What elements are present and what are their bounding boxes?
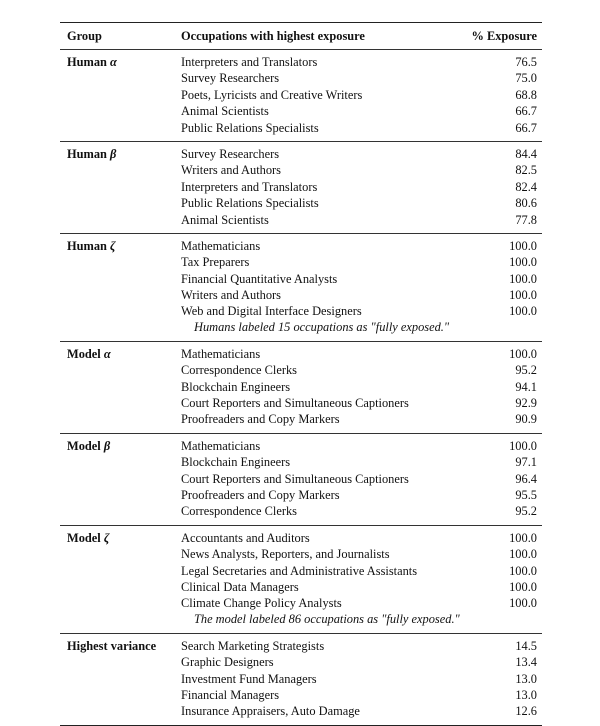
occupation-cell: Climate Change Policy Analysts [181, 596, 342, 611]
table-row [174, 487, 542, 503]
group-label: Human [67, 55, 107, 69]
occupation-cell: Clinical Data Managers [181, 579, 299, 594]
exposure-cell: 82.4 [515, 179, 537, 194]
exposure-cell: 100.0 [509, 547, 537, 562]
occupation-cell: News Analysts, Reporters, and Journalists [181, 547, 390, 562]
occupation-cell: Public Relations Specialists [181, 120, 319, 135]
table-row [174, 87, 542, 103]
occupation-cell: Public Relations Specialists [181, 196, 319, 211]
group-name [60, 438, 174, 520]
exposure-cell: 80.6 [515, 196, 537, 211]
occupation-cell: Correspondence Clerks [181, 363, 297, 378]
exposure-cell: 100.0 [509, 530, 537, 545]
occupation-cell: Blockchain Engineers [181, 455, 291, 470]
group-name [60, 638, 174, 720]
occupation-cell: Writers and Authors [181, 288, 281, 303]
table-row [174, 654, 542, 670]
group-name [60, 346, 174, 428]
table-row [174, 546, 542, 562]
exposure-cell: 92.9 [515, 396, 537, 411]
exposure-cell: 96.4 [515, 471, 537, 486]
exposure-cell: 100.0 [509, 563, 537, 578]
occupation-cell: Survey Researchers [181, 71, 280, 86]
table-row [174, 703, 542, 719]
table-group [60, 50, 542, 141]
exposure-cell: 90.9 [515, 412, 537, 427]
exposure-table [60, 22, 542, 726]
exposure-cell: 100.0 [509, 271, 537, 286]
table-row [174, 120, 542, 136]
table-row [174, 162, 542, 178]
table-body [60, 49, 542, 726]
header-exposure: % Exposure [471, 28, 537, 43]
table-row [174, 395, 542, 411]
occupation-cell: Investment Fund Managers [181, 671, 317, 686]
exposure-cell: 77.8 [515, 212, 537, 227]
table-row [174, 671, 542, 687]
group-name [60, 146, 174, 228]
exposure-cell: 95.2 [515, 363, 537, 378]
occupation-cell: Mathematicians [181, 438, 261, 453]
occupation-cell: Web and Digital Interface Designers [181, 304, 362, 319]
group-name [60, 530, 174, 628]
table-row [174, 254, 542, 270]
group-symbol: ζ [110, 238, 116, 253]
group-label: Model [67, 438, 101, 453]
table-row [174, 212, 542, 228]
group-symbol: α [103, 346, 111, 361]
exposure-cell: 75.0 [515, 71, 537, 86]
group-symbol: β [110, 146, 117, 161]
occupation-cell: Animal Scientists [181, 104, 269, 119]
occupation-cell: Poets, Lyricists and Creative Writers [181, 87, 363, 102]
exposure-cell: 100.0 [509, 579, 537, 594]
exposure-cell: 13.4 [515, 655, 537, 670]
occupation-cell: Insurance Appraisers, Auto Damage [181, 704, 360, 719]
occupation-cell: Graphic Designers [181, 655, 274, 670]
table-row [174, 70, 542, 86]
occupation-cell: Survey Researchers [181, 146, 280, 161]
exposure-cell: 100.0 [509, 238, 537, 253]
group-label: Model [67, 530, 101, 545]
exposure-cell: 12.6 [515, 704, 537, 719]
exposure-cell: 100.0 [509, 596, 537, 611]
occupation-cell: Legal Secretaries and Administrative Assistants [181, 563, 418, 578]
occupation-cell: Financial Managers [181, 687, 280, 702]
group-label: Highest variance [67, 638, 157, 653]
table-row [174, 595, 542, 611]
table-row [174, 346, 542, 362]
table-row [174, 54, 542, 70]
exposure-cell: 13.0 [515, 671, 537, 686]
header-group: Group [67, 28, 102, 43]
table-row [174, 271, 542, 287]
table-row [174, 471, 542, 487]
exposure-cell: 100.0 [509, 255, 537, 270]
exposure-cell: 82.5 [515, 163, 537, 178]
table-header [60, 23, 542, 49]
table-row [174, 503, 542, 519]
exposure-cell: 14.5 [515, 638, 537, 653]
group-name [60, 238, 174, 336]
table-row [174, 362, 542, 378]
exposure-cell: 95.2 [515, 504, 537, 519]
table-row [174, 179, 542, 195]
occupation-cell: Mathematicians [181, 238, 261, 253]
occupation-cell: Mathematicians [181, 346, 261, 361]
group-symbol: ζ [103, 530, 110, 545]
exposure-cell: 94.1 [515, 379, 537, 394]
exposure-cell: 100.0 [509, 288, 537, 303]
table-row [174, 195, 542, 211]
occupation-cell: Court Reporters and Simultaneous Captioners [181, 396, 409, 411]
table-row [174, 579, 542, 595]
table-row [174, 238, 542, 254]
table-group [60, 234, 542, 341]
group-symbol: α [110, 55, 117, 69]
table-row [174, 146, 542, 162]
group-label: Model [67, 346, 101, 361]
table-row [174, 638, 542, 654]
occupation-cell: Animal Scientists [181, 212, 269, 227]
group-name [60, 54, 174, 136]
exposure-cell: 66.7 [515, 120, 537, 135]
table-row [174, 530, 542, 546]
table-group [60, 434, 542, 525]
occupation-cell: Interpreters and Translators [181, 179, 318, 194]
exposure-cell: 76.5 [515, 55, 537, 69]
exposure-cell: 100.0 [509, 438, 537, 453]
group-label: Human [67, 238, 107, 253]
table-row [174, 454, 542, 470]
occupation-cell: Search Marketing Strategists [181, 638, 325, 653]
table-row [174, 379, 542, 395]
table-group [60, 634, 542, 725]
occupation-cell: Tax Preparers [181, 255, 250, 270]
exposure-cell: 100.0 [509, 346, 537, 361]
occupation-cell: Interpreters and Translators [181, 55, 318, 69]
table-row [174, 287, 542, 303]
exposure-cell: 84.4 [515, 146, 537, 161]
occupation-cell: Proofreaders and Copy Markers [181, 412, 340, 427]
header-occupations: Occupations with highest exposure [181, 28, 365, 43]
table-row [174, 303, 542, 319]
exposure-cell: 68.8 [515, 87, 537, 102]
occupation-cell: Court Reporters and Simultaneous Captioners [181, 471, 409, 486]
group-note: Humans labeled 15 occupations as "fully exposed." [194, 319, 450, 334]
table-row [174, 411, 542, 427]
table-row [174, 103, 542, 119]
occupation-cell: Writers and Authors [181, 163, 281, 178]
exposure-cell: 95.5 [515, 487, 537, 502]
exposure-cell: 100.0 [509, 304, 537, 319]
exposure-cell: 13.0 [515, 687, 537, 702]
table-row [174, 438, 542, 454]
group-symbol: β [103, 438, 111, 453]
occupation-cell: Accountants and Auditors [181, 530, 310, 545]
table-group [60, 526, 542, 633]
table-row [174, 687, 542, 703]
exposure-cell: 66.7 [515, 104, 537, 119]
occupation-cell: Blockchain Engineers [181, 379, 291, 394]
occupation-cell: Correspondence Clerks [181, 504, 297, 519]
group-note: The model labeled 86 occupations as "fully exposed." [194, 611, 460, 626]
table-row [174, 563, 542, 579]
exposure-cell: 97.1 [515, 455, 537, 470]
occupation-cell: Financial Quantitative Analysts [181, 271, 338, 286]
table-group [60, 342, 542, 433]
table-group [60, 142, 542, 233]
occupation-cell: Proofreaders and Copy Markers [181, 487, 340, 502]
group-label: Human [67, 146, 107, 161]
